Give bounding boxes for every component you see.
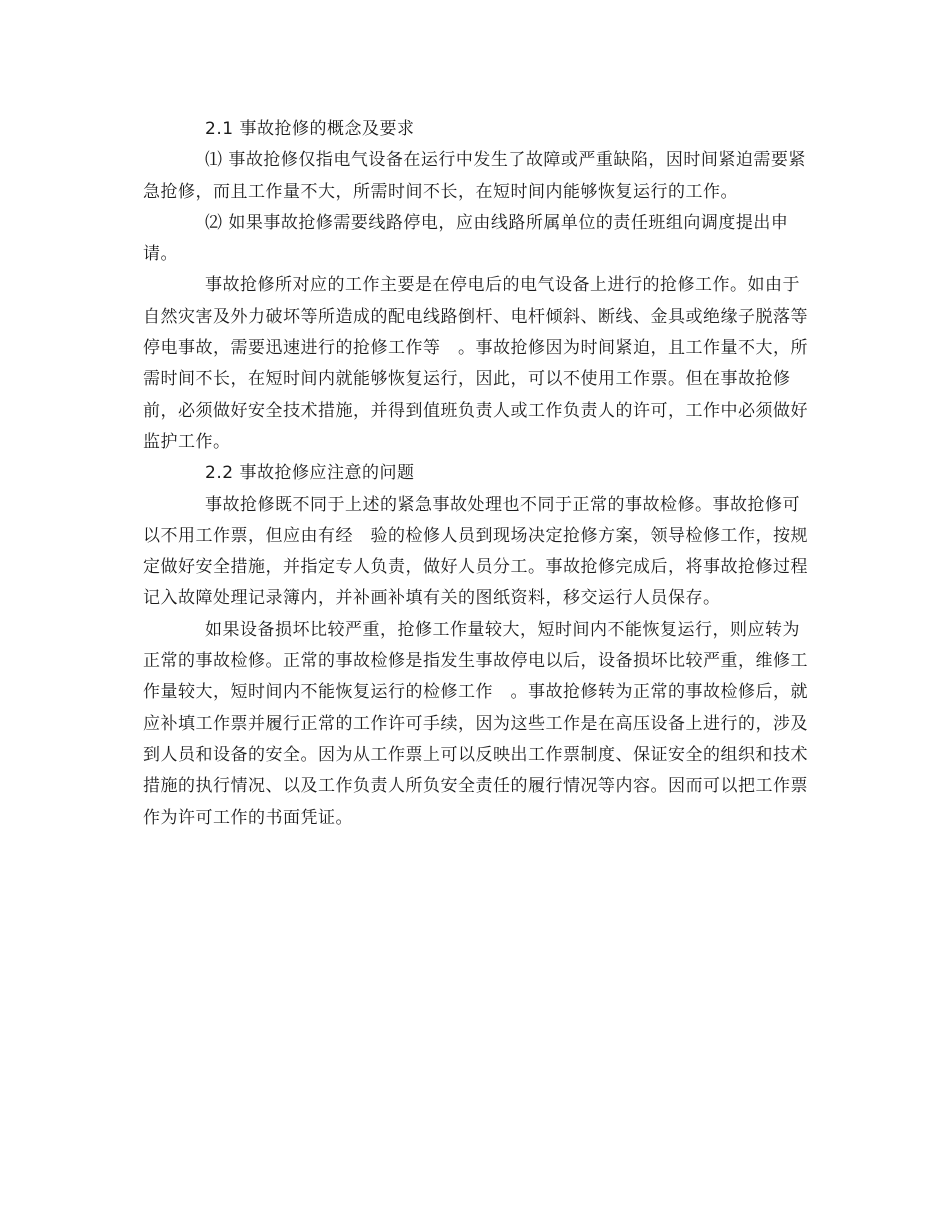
section-heading-2-1: 2.1 事故抢修的概念及要求	[205, 119, 415, 139]
list-item-2: ⑵ 如果事故抢修需要线路停电，应由线路所属单位的责任班组向调度提出申请。	[143, 212, 789, 265]
paragraph-repair-vs-maintenance: 事故抢修既不同于上述的紧急事故处理也不同于正常的事故检修。事故抢修可以不用工作票，但应由有经 验的检修人员到现场决定抢修方案，领导检修工作，按规定做好安全措施，并指定专人负责，做好人员分工。事故抢修完成后，将事故抢修过程记入故障处理记录簿内，并补画补填有关的图纸资料，移交运行人员保存。	[143, 494, 808, 609]
paragraph-emergency-repair-work: 事故抢修所对应的工作主要是在停电后的电气设备上进行的抢修工作。如由于自然灾害及外力破坏等所造成的配电线路倒杆、电杆倾斜、断线、金具或绝缘子脱落等停电事故，需要迅速进行的抢修工作等 。事故抢修因为时间紧迫，且工作量不大，所需时间不长，在短时间内就能够恢复运行，因此，可以不使用工作票。但在事故抢修前，必须做好安全技术措施，并得到值班负责人或工作负责人的许可，工作中必须做好监护工作。	[143, 275, 808, 452]
section-heading-2-2: 2.2 事故抢修应注意的问题	[205, 463, 415, 484]
paragraph-work-ticket-requirement: 如果设备损坏比较严重，抢修工作量较大，短时间内不能恢复运行，则应转为正常的事故检修。正常的事故检修是指发生事故停电以后，设备损坏比较严重，维修工作量较大，短时间内不能恢复运行的检修工作 。事故抢修转为正常的事故检修后，就应补填工作票并履行正常的工作许可手续，因为这些工作是在高压设备上进行的，涉及到人员和设备的安全。因为从工作票上可以反映出工作票制度、保证安全的组织和技术措施的执行情况、以及工作负责人所负安全责任的履行情况等内容。因而可以把工作票作为许可工作的书面凭证。	[143, 619, 808, 828]
list-item-1: ⑴ 事故抢修仅指电气设备在运行中发生了故障或严重缺陷，因时间紧迫需要紧急抢修，而且工作量不大，所需时间不长，在短时间内能够恢复运行的工作。	[143, 150, 806, 202]
document-body	[143, 114, 815, 834]
